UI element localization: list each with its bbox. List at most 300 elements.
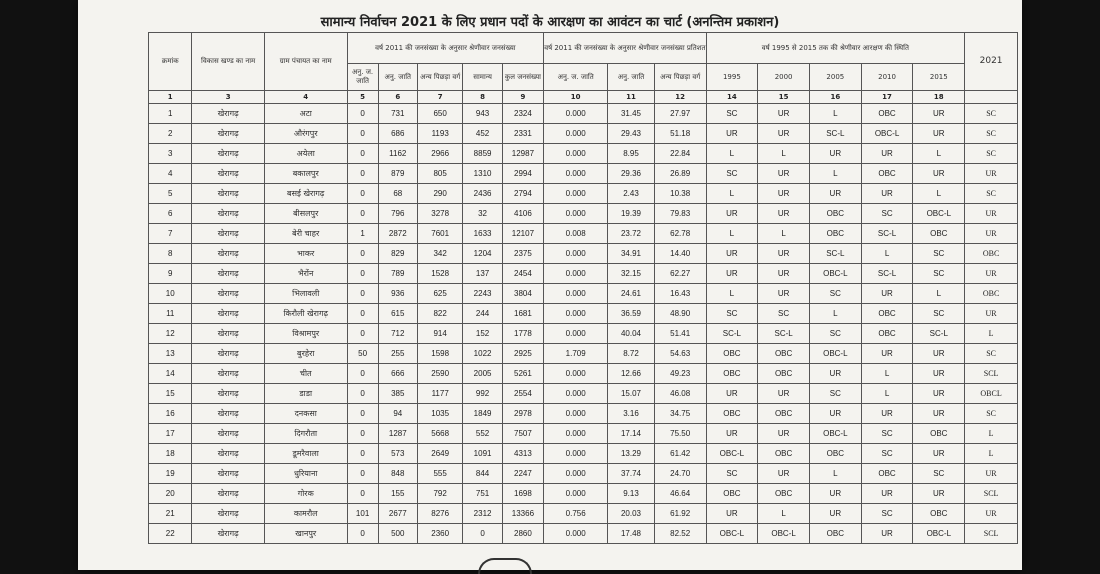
cell-2000: L <box>758 224 810 244</box>
cell-total: 2978 <box>502 404 543 424</box>
col-number: 10 <box>544 91 608 104</box>
cell-2000: OBC <box>758 404 810 424</box>
header-sc-pct: अनु. जाति <box>608 64 655 91</box>
cell-sc-pct: 24.61 <box>608 284 655 304</box>
cell-sc-pct: 12.66 <box>608 364 655 384</box>
cell-2015: UR <box>913 404 965 424</box>
cell-2021: SC <box>965 124 1018 144</box>
cell-obc: 805 <box>417 164 463 184</box>
cell-2015: SC-L <box>913 324 965 344</box>
cell-block: खेरागढ़ <box>192 164 264 184</box>
cell-2015: UR <box>913 104 965 124</box>
table-row <box>149 244 1018 264</box>
cell-gen: 2312 <box>463 504 502 524</box>
cell-gen: 32 <box>463 204 502 224</box>
cell-sc-pct: 31.45 <box>608 104 655 124</box>
col-number: 8 <box>463 91 502 104</box>
cell-gen: 751 <box>463 484 502 504</box>
cell-sc-pct: 20.03 <box>608 504 655 524</box>
cell-2000: UR <box>758 104 810 124</box>
cell-obc-pct: 22.84 <box>654 144 706 164</box>
cell-gram: कामरौल <box>264 504 347 524</box>
cell-st: 0 <box>347 124 378 144</box>
table-row <box>149 504 1018 524</box>
cell-gram: विश्रामपुर <box>264 324 347 344</box>
table-body <box>149 104 1018 544</box>
cell-2010: SC <box>861 444 913 464</box>
cell-2010: UR <box>861 284 913 304</box>
cell-2015: UR <box>913 484 965 504</box>
cell-2005: UR <box>809 364 861 384</box>
header-st: अनु. ज. जाति <box>347 64 378 91</box>
cell-total: 4106 <box>502 204 543 224</box>
cell-st-pct: 0.000 <box>544 204 608 224</box>
cell-gen: 452 <box>463 124 502 144</box>
cell-2005: SC-L <box>809 244 861 264</box>
cell-gen: 0 <box>463 524 502 544</box>
cell-2021: SCL <box>965 364 1018 384</box>
cell-2000: SC-L <box>758 324 810 344</box>
cell-2005: UR <box>809 184 861 204</box>
cell-1995: SC <box>706 164 758 184</box>
cell-total: 2794 <box>502 184 543 204</box>
cell-2000: UR <box>758 384 810 404</box>
cell-st-pct: 0.000 <box>544 244 608 264</box>
cell-sc-pct: 34.91 <box>608 244 655 264</box>
cell-kram: 11 <box>149 304 192 324</box>
cell-st: 0 <box>347 104 378 124</box>
cell-2005: OBC-L <box>809 424 861 444</box>
cell-st-pct: 0.008 <box>544 224 608 244</box>
cell-gen: 1204 <box>463 244 502 264</box>
cell-2021: SC <box>965 344 1018 364</box>
cell-2021: UR <box>965 304 1018 324</box>
cell-obc: 1193 <box>417 124 463 144</box>
header-y2000: 2000 <box>758 64 810 91</box>
cell-1995: OBC <box>706 484 758 504</box>
cell-2000: OBC <box>758 444 810 464</box>
table-row <box>149 204 1018 224</box>
cell-2000: UR <box>758 264 810 284</box>
cell-2005: SC <box>809 384 861 404</box>
cell-gen: 1091 <box>463 444 502 464</box>
cell-kram: 14 <box>149 364 192 384</box>
cell-2005: L <box>809 304 861 324</box>
cell-obc-pct: 51.18 <box>654 124 706 144</box>
cell-gram: अटा <box>264 104 347 124</box>
cell-1995: L <box>706 184 758 204</box>
cell-block: खेरागढ़ <box>192 324 264 344</box>
cell-gram: बुरहेरा <box>264 344 347 364</box>
cell-1995: UR <box>706 384 758 404</box>
cell-2010: SC-L <box>861 224 913 244</box>
cell-block: खेरागढ़ <box>192 504 264 524</box>
table-row <box>149 224 1018 244</box>
cell-st: 0 <box>347 244 378 264</box>
cell-gram: धुरियाना <box>264 464 347 484</box>
cell-2005: UR <box>809 404 861 424</box>
cell-total: 13366 <box>502 504 543 524</box>
cell-2005: UR <box>809 504 861 524</box>
cell-st: 0 <box>347 384 378 404</box>
cell-sc: 686 <box>378 124 417 144</box>
cell-2021: UR <box>965 204 1018 224</box>
cell-st-pct: 0.756 <box>544 504 608 524</box>
cell-gen: 244 <box>463 304 502 324</box>
cell-sc: 2872 <box>378 224 417 244</box>
cell-1995: L <box>706 224 758 244</box>
cell-gen: 2436 <box>463 184 502 204</box>
cell-2005: SC <box>809 324 861 344</box>
cell-2015: OBC <box>913 224 965 244</box>
cell-sc: 94 <box>378 404 417 424</box>
header-sc: अनु. जाति <box>378 64 417 91</box>
cell-obc: 1598 <box>417 344 463 364</box>
cell-2005: L <box>809 164 861 184</box>
table-row <box>149 124 1018 144</box>
cell-2000: UR <box>758 184 810 204</box>
cell-block: खेरागढ़ <box>192 124 264 144</box>
cell-sc-pct: 17.14 <box>608 424 655 444</box>
cell-2015: SC <box>913 244 965 264</box>
cell-st-pct: 0.000 <box>544 104 608 124</box>
cell-1995: UR <box>706 424 758 444</box>
table-row <box>149 184 1018 204</box>
col-number: 4 <box>264 91 347 104</box>
cell-total: 7507 <box>502 424 543 444</box>
header-y2021: 2021 <box>965 33 1018 91</box>
header-block: विकास खण्ड का नाम <box>192 33 264 91</box>
cell-sc-pct: 23.72 <box>608 224 655 244</box>
col-number: 17 <box>861 91 913 104</box>
cell-2005: L <box>809 104 861 124</box>
cell-block: खेरागढ़ <box>192 464 264 484</box>
cell-2010: UR <box>861 144 913 164</box>
col-number: 11 <box>608 91 655 104</box>
page-title: सामान्य निर्वाचन 2021 के लिए प्रधान पदों के आरक्षण का आवंटन का चार्ट (अनन्तिम प्रकाशन) <box>320 15 780 30</box>
cell-sc: 615 <box>378 304 417 324</box>
cell-2005: OBC <box>809 524 861 544</box>
cell-st-pct: 0.000 <box>544 304 608 324</box>
cell-block: खेरागढ़ <box>192 184 264 204</box>
cell-block: खेरागढ़ <box>192 344 264 364</box>
cell-2010: UR <box>861 484 913 504</box>
cell-2000: UR <box>758 124 810 144</box>
cell-2010: SC <box>861 424 913 444</box>
cell-kram: 7 <box>149 224 192 244</box>
cell-st: 50 <box>347 344 378 364</box>
cell-st-pct: 0.000 <box>544 444 608 464</box>
cell-st-pct: 0.000 <box>544 424 608 444</box>
cell-2015: SC <box>913 304 965 324</box>
cell-2015: OBC-L <box>913 524 965 544</box>
signature-mark <box>478 558 532 574</box>
cell-sc-pct: 8.95 <box>608 144 655 164</box>
cell-sc-pct: 40.04 <box>608 324 655 344</box>
cell-2021: SC <box>965 184 1018 204</box>
cell-obc-pct: 61.92 <box>654 504 706 524</box>
cell-sc-pct: 29.36 <box>608 164 655 184</box>
cell-obc-pct: 49.23 <box>654 364 706 384</box>
cell-total: 2994 <box>502 164 543 184</box>
header-status-group: वर्ष 1995 से 2015 तक की श्रेणीवार आरक्षण की स्थिति <box>706 33 965 64</box>
table-row <box>149 264 1018 284</box>
cell-block: खेरागढ़ <box>192 304 264 324</box>
cell-kram: 4 <box>149 164 192 184</box>
cell-obc: 3278 <box>417 204 463 224</box>
cell-gen: 2005 <box>463 364 502 384</box>
col-number: 16 <box>809 91 861 104</box>
cell-obc: 650 <box>417 104 463 124</box>
cell-obc-pct: 62.78 <box>654 224 706 244</box>
cell-obc-pct: 61.42 <box>654 444 706 464</box>
cell-2015: OBC <box>913 424 965 444</box>
table-row <box>149 464 1018 484</box>
col-number: 15 <box>758 91 810 104</box>
cell-sc: 666 <box>378 364 417 384</box>
cell-2015: SC <box>913 264 965 284</box>
cell-obc-pct: 46.08 <box>654 384 706 404</box>
cell-sc-pct: 32.15 <box>608 264 655 284</box>
cell-total: 1778 <box>502 324 543 344</box>
cell-obc-pct: 54.63 <box>654 344 706 364</box>
cell-gram: गोरक <box>264 484 347 504</box>
cell-2005: L <box>809 464 861 484</box>
cell-kram: 1 <box>149 104 192 124</box>
table-row <box>149 404 1018 424</box>
cell-sc-pct: 17.48 <box>608 524 655 544</box>
cell-obc: 1528 <box>417 264 463 284</box>
cell-2015: UR <box>913 164 965 184</box>
cell-2021: UR <box>965 504 1018 524</box>
cell-total: 12987 <box>502 144 543 164</box>
cell-obc-pct: 79.83 <box>654 204 706 224</box>
cell-2021: UR <box>965 164 1018 184</box>
cell-2010: OBC <box>861 104 913 124</box>
cell-sc: 155 <box>378 484 417 504</box>
cell-total: 2331 <box>502 124 543 144</box>
cell-kram: 5 <box>149 184 192 204</box>
cell-1995: SC <box>706 104 758 124</box>
table-row <box>149 144 1018 164</box>
cell-st: 0 <box>347 464 378 484</box>
cell-gram: डाडा <box>264 384 347 404</box>
cell-st: 0 <box>347 484 378 504</box>
cell-total: 2925 <box>502 344 543 364</box>
cell-kram: 12 <box>149 324 192 344</box>
cell-2005: UR <box>809 144 861 164</box>
cell-block: खेरागढ़ <box>192 104 264 124</box>
cell-obc-pct: 51.41 <box>654 324 706 344</box>
col-number: 3 <box>192 91 264 104</box>
cell-sc-pct: 2.43 <box>608 184 655 204</box>
cell-2000: UR <box>758 464 810 484</box>
cell-2010: UR <box>861 344 913 364</box>
cell-obc: 8276 <box>417 504 463 524</box>
cell-gram: खानपुर <box>264 524 347 544</box>
cell-1995: OBC-L <box>706 524 758 544</box>
cell-st: 0 <box>347 524 378 544</box>
cell-block: खेरागढ़ <box>192 264 264 284</box>
header-y2015: 2015 <box>913 64 965 91</box>
col-number: 5 <box>347 91 378 104</box>
reservation-table <box>148 32 1018 544</box>
cell-kram: 8 <box>149 244 192 264</box>
cell-total: 2324 <box>502 104 543 124</box>
cell-total: 2454 <box>502 264 543 284</box>
cell-block: खेरागढ़ <box>192 524 264 544</box>
cell-sc-pct: 15.07 <box>608 384 655 404</box>
cell-obc-pct: 48.90 <box>654 304 706 324</box>
cell-st-pct: 0.000 <box>544 144 608 164</box>
cell-gen: 1849 <box>463 404 502 424</box>
cell-sc-pct: 37.74 <box>608 464 655 484</box>
cell-kram: 3 <box>149 144 192 164</box>
cell-st: 0 <box>347 404 378 424</box>
cell-total: 12107 <box>502 224 543 244</box>
cell-sc-pct: 29.43 <box>608 124 655 144</box>
cell-kram: 19 <box>149 464 192 484</box>
cell-block: खेरागढ़ <box>192 384 264 404</box>
cell-gram: बेरी चाहर <box>264 224 347 244</box>
cell-st: 0 <box>347 364 378 384</box>
cell-gen: 1310 <box>463 164 502 184</box>
cell-2010: OBC-L <box>861 124 913 144</box>
table-row <box>149 484 1018 504</box>
table-row <box>149 344 1018 364</box>
cell-kram: 20 <box>149 484 192 504</box>
cell-kram: 18 <box>149 444 192 464</box>
cell-2000: OBC <box>758 484 810 504</box>
header-pop-group: वर्ष 2011 की जनसंख्या के अनुसार श्रेणीवार जनसंख्या <box>347 33 544 64</box>
cell-gen: 943 <box>463 104 502 124</box>
cell-gram: भिलावली <box>264 284 347 304</box>
cell-2000: UR <box>758 424 810 444</box>
cell-2005: OBC-L <box>809 264 861 284</box>
cell-gen: 844 <box>463 464 502 484</box>
cell-st-pct: 0.000 <box>544 324 608 344</box>
cell-obc-pct: 27.97 <box>654 104 706 124</box>
cell-2010: L <box>861 244 913 264</box>
cell-sc-pct: 19.39 <box>608 204 655 224</box>
cell-sc: 789 <box>378 264 417 284</box>
cell-total: 4313 <box>502 444 543 464</box>
cell-obc: 2590 <box>417 364 463 384</box>
column-number-row <box>149 91 1018 104</box>
cell-kram: 2 <box>149 124 192 144</box>
cell-2000: OBC <box>758 364 810 384</box>
cell-sc: 712 <box>378 324 417 344</box>
col-number: 7 <box>417 91 463 104</box>
cell-sc: 500 <box>378 524 417 544</box>
cell-st-pct: 0.000 <box>544 384 608 404</box>
cell-2000: OBC <box>758 344 810 364</box>
cell-gen: 552 <box>463 424 502 444</box>
cell-2015: UR <box>913 124 965 144</box>
cell-sc-pct: 8.72 <box>608 344 655 364</box>
cell-gram: बीसलपुर <box>264 204 347 224</box>
cell-2010: UR <box>861 184 913 204</box>
table-row <box>149 524 1018 544</box>
cell-block: खेरागढ़ <box>192 224 264 244</box>
cell-obc: 1177 <box>417 384 463 404</box>
cell-gram: दिगरौता <box>264 424 347 444</box>
cell-2015: SC <box>913 464 965 484</box>
cell-total: 2554 <box>502 384 543 404</box>
cell-obc-pct: 26.89 <box>654 164 706 184</box>
cell-gram: औरंगपुर <box>264 124 347 144</box>
cell-gen: 8859 <box>463 144 502 164</box>
cell-2021: OBC <box>965 284 1018 304</box>
cell-sc: 1287 <box>378 424 417 444</box>
col-number: 6 <box>378 91 417 104</box>
table-row <box>149 284 1018 304</box>
cell-kram: 10 <box>149 284 192 304</box>
cell-st-pct: 0.000 <box>544 484 608 504</box>
cell-gen: 152 <box>463 324 502 344</box>
cell-2010: L <box>861 364 913 384</box>
cell-obc: 792 <box>417 484 463 504</box>
cell-sc: 829 <box>378 244 417 264</box>
cell-2010: OBC <box>861 164 913 184</box>
cell-gram: बकालपुर <box>264 164 347 184</box>
cell-gen: 2243 <box>463 284 502 304</box>
cell-obc: 1035 <box>417 404 463 424</box>
cell-block: खेरागढ़ <box>192 144 264 164</box>
cell-1995: L <box>706 284 758 304</box>
table-row <box>149 384 1018 404</box>
cell-1995: UR <box>706 504 758 524</box>
col-number: 9 <box>502 91 543 104</box>
cell-2000: UR <box>758 204 810 224</box>
cell-2021: SC <box>965 104 1018 124</box>
cell-kram: 16 <box>149 404 192 424</box>
table-row <box>149 424 1018 444</box>
cell-st-pct: 0.000 <box>544 164 608 184</box>
cell-2015: L <box>913 284 965 304</box>
cell-2005: OBC <box>809 204 861 224</box>
cell-2010: SC-L <box>861 264 913 284</box>
cell-kram: 6 <box>149 204 192 224</box>
cell-kram: 13 <box>149 344 192 364</box>
cell-block: खेरागढ़ <box>192 244 264 264</box>
cell-st-pct: 0.000 <box>544 284 608 304</box>
cell-sc: 796 <box>378 204 417 224</box>
cell-total: 1698 <box>502 484 543 504</box>
cell-total: 3804 <box>502 284 543 304</box>
cell-obc: 822 <box>417 304 463 324</box>
cell-st-pct: 0.000 <box>544 364 608 384</box>
cell-2010: OBC <box>861 304 913 324</box>
cell-st: 0 <box>347 184 378 204</box>
document-page <box>78 0 1022 570</box>
cell-2015: L <box>913 184 965 204</box>
cell-obc: 2360 <box>417 524 463 544</box>
cell-st-pct: 1.709 <box>544 344 608 364</box>
cell-sc-pct: 13.29 <box>608 444 655 464</box>
cell-2021: UR <box>965 264 1018 284</box>
cell-st: 0 <box>347 424 378 444</box>
cell-2021: OBCL <box>965 384 1018 404</box>
cell-sc-pct: 36.59 <box>608 304 655 324</box>
table-row <box>149 164 1018 184</box>
cell-kram: 17 <box>149 424 192 444</box>
cell-2021: SCL <box>965 524 1018 544</box>
cell-2000: OBC-L <box>758 524 810 544</box>
cell-2015: UR <box>913 364 965 384</box>
cell-2000: L <box>758 144 810 164</box>
cell-obc-pct: 82.52 <box>654 524 706 544</box>
